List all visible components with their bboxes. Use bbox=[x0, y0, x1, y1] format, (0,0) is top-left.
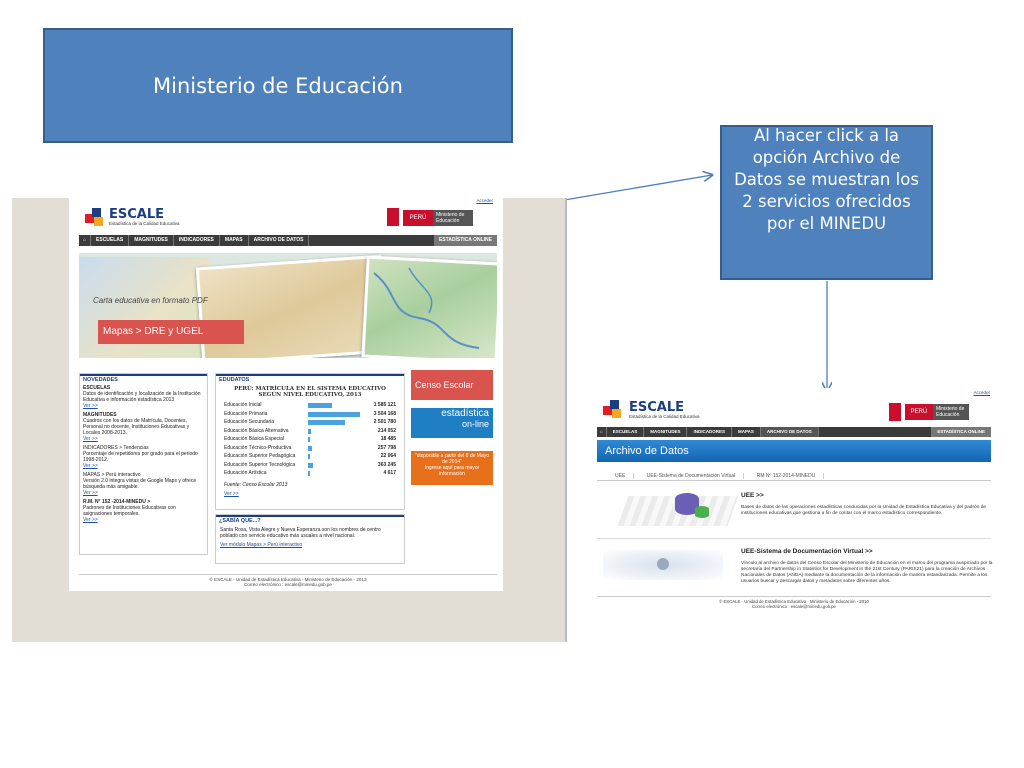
escale-brand-sub: Estadística de la Calidad Educativa bbox=[109, 221, 180, 226]
ministry-label: Ministerio de Educación bbox=[433, 210, 473, 226]
novedad-head: MAGNITUDES bbox=[83, 412, 117, 418]
home-nav-bar bbox=[79, 235, 497, 246]
edudatos-row-value: 22 064 bbox=[380, 453, 396, 459]
sabia-que-title: ¿SABÍA QUE...? bbox=[216, 515, 404, 525]
nav2-escuelas[interactable]: ESCUELAS bbox=[607, 427, 645, 437]
archivo-footer bbox=[597, 596, 991, 609]
uee-link[interactable]: UEE >> bbox=[741, 492, 764, 499]
promo-sub: Ingrese aquí para mayor información bbox=[424, 465, 480, 477]
novedades-panel bbox=[79, 373, 208, 555]
archivo-de-datos-page bbox=[593, 388, 998, 614]
edudatos-row-label: Educación Básica Alternativa bbox=[224, 427, 289, 434]
edudatos-row-label: Educación Inicial bbox=[224, 402, 262, 408]
edudatos-row bbox=[224, 428, 396, 437]
home-footer-email: Correo electrónico : escale@minedu.gob.pe bbox=[244, 582, 332, 587]
edudatos-row-label: Educación Superior Pedagógica bbox=[224, 453, 296, 459]
home-footer bbox=[79, 574, 497, 587]
edudatos-row-bar bbox=[308, 463, 313, 468]
novedad-head: INDICADORES > Tendencias bbox=[83, 445, 149, 451]
river-lines bbox=[369, 263, 489, 353]
nav2-archivo-de-datos[interactable]: ARCHIVO DE DATOS bbox=[761, 427, 819, 437]
title-callout-text: Ministerio de Educación bbox=[153, 73, 403, 98]
access-link-2[interactable]: Acceder bbox=[973, 390, 990, 395]
edudatos-row-bar bbox=[308, 454, 310, 459]
escale-brand: ESCALE bbox=[109, 207, 165, 222]
nav-estadistica-online[interactable]: ESTADÍSTICA ONLINE bbox=[434, 235, 497, 246]
novedades-title: NOVEDADES bbox=[80, 374, 207, 384]
edudatos-row-value: 4 617 bbox=[383, 470, 396, 476]
nav-escuelas[interactable]: ESCUELAS bbox=[91, 235, 129, 246]
edudatos-link[interactable]: Ver >> bbox=[224, 490, 239, 497]
censo-escolar-button[interactable]: Censo Escolar bbox=[411, 370, 493, 400]
promo-banner[interactable] bbox=[411, 451, 493, 485]
globe-icon bbox=[657, 558, 669, 570]
edudatos-row-bar bbox=[308, 446, 312, 451]
tab-uee-sdv[interactable]: UEE-Sistema de Documentación Virtual bbox=[639, 473, 745, 479]
novedad-text: Padrones de Instituciones Educativas con asignaciones temporales. bbox=[83, 505, 176, 517]
escale-brand-sub-2: Estadística de la Calidad Educativa bbox=[629, 414, 700, 419]
edudatos-row-label: Educación Primaria bbox=[224, 410, 268, 417]
edudatos-row-bar bbox=[308, 429, 311, 434]
edudatos-row-bar bbox=[308, 412, 360, 417]
edudatos-row-value: 18 485 bbox=[380, 436, 396, 442]
edudatos-title: EDUDATOS bbox=[216, 374, 404, 384]
mapas-dre-ugel-button[interactable]: Mapas > DRE y UGEL bbox=[98, 320, 244, 344]
edudatos-row bbox=[224, 453, 396, 462]
sabia-que-text: Santa Rosa, Vista Alegre y Nueva Esperanza son los nombres de centro poblado con servicio educativo más usuales a nivel nacional. bbox=[220, 527, 381, 539]
edudatos-row-value: 1 585 121 bbox=[373, 402, 396, 408]
access-link[interactable]: Acceder bbox=[476, 198, 493, 203]
nav-indicadores[interactable]: INDICADORES bbox=[174, 235, 220, 246]
edudatos-row-bar bbox=[308, 437, 310, 442]
nav2-indicadores[interactable]: INDICADORES bbox=[687, 427, 732, 437]
uee-description: Bases de datos de las operaciones estadísticas conducidas por la Unidad de Estadística Educativa y del padrón de instituciones educativas que gestiona a fin de contar con el marco estadístico correspondiente. bbox=[741, 505, 987, 516]
escale-home-page bbox=[69, 198, 503, 591]
nav-magnitudes[interactable]: MAGNITUDES bbox=[129, 235, 174, 246]
novedad-head: MAPAS > Perú interactivo bbox=[83, 472, 141, 478]
nav2-estadistica-online[interactable]: ESTADÍSTICA ONLINE bbox=[931, 427, 991, 437]
novedad-head: R.M. N° 152 -2014-MINEDU > bbox=[83, 499, 151, 505]
archivo-header: Archivo de Datos bbox=[597, 440, 991, 462]
novedad-link[interactable]: Ver >> bbox=[83, 403, 98, 409]
edudatos-heading: PERÚ: MATRÍCULA EN EL SISTEMA EDUCATIVO SEGÚN NIVEL EDUCATIVO, 2013 bbox=[234, 386, 386, 398]
edudatos-row-value: 2 501 780 bbox=[373, 419, 396, 425]
nav2-magnitudes[interactable]: MAGNITUDES bbox=[644, 427, 687, 437]
novedad-text: Porcentaje de repetidores por grado para el periodo 1998-2012. bbox=[83, 451, 198, 463]
sdv-description: Vínculo al archivo de datos del Censo Escolar del Ministerio de Educación en el marco del programa auspiciado por la secretaría del Partnership in Statistics for Development in the 21st Century (PARIS21) para la creación de Archivos Nacionales de Datos (ANDA) mediante la documentación de la información de manera estandarizada. Permite a los usuarios buscar y descargar datos y metadatos sobre diferentes años. bbox=[741, 561, 993, 584]
edudatos-row bbox=[224, 402, 396, 411]
novedad-text: Datos de identificación y localización de la Institución Educativa e información estadística 2013 bbox=[83, 391, 201, 403]
edudatos-row bbox=[224, 411, 396, 420]
edudatos-row-label: Educación Secundaria bbox=[224, 419, 275, 425]
archivo-footer-email: Correo electrónico : escale@minedu.gob.pe bbox=[752, 604, 836, 609]
edudatos-row-value: 257 798 bbox=[377, 444, 396, 451]
edudatos-row-label: Educación Básica Especial bbox=[224, 436, 285, 442]
archivo-tabs bbox=[607, 468, 824, 478]
home-footer-text: © ESCALE - Unidad de Estadística Educativa - Ministerio de Educación - 2013 bbox=[209, 577, 367, 582]
sdv-link[interactable]: UEE-Sistema de Documentación Virtual >> bbox=[741, 548, 873, 555]
edudatos-table bbox=[216, 400, 404, 481]
edudatos-row-value: 214 052 bbox=[377, 427, 396, 434]
archivo-footer-text: © ESCALE - Unidad de Estadística Educativa - Ministerio de Educación - 2010 bbox=[719, 599, 869, 604]
peru-shield-icon-2 bbox=[889, 403, 901, 421]
edudatos-row-label: Educación Técnico-Productiva bbox=[224, 444, 292, 451]
promo-text: "disponible a partir del 8 de Mayo de 2014" bbox=[414, 453, 490, 465]
sabia-que-link[interactable]: Ver módulo Mapas > Perú interactivo bbox=[220, 542, 303, 548]
edudatos-row-label: Educación Superior Tecnológica bbox=[224, 461, 296, 468]
novedad-text: Cuadros con los datos de Matrícula, Docentes, Personal no docente, Instituciones Educativas y Locales 2008-2013. bbox=[83, 418, 190, 436]
maps-banner[interactable] bbox=[79, 253, 497, 358]
tab-rm-152[interactable]: RM Nº 152-2014-MINEDU bbox=[749, 473, 825, 479]
escale-logo-icon-2 bbox=[603, 400, 623, 420]
tabs-divider bbox=[597, 480, 991, 481]
service-divider bbox=[597, 538, 991, 539]
archivo-nav-bar bbox=[597, 427, 991, 437]
home-icon[interactable]: ⌂ bbox=[79, 235, 91, 246]
home-icon-2[interactable]: ⌂ bbox=[597, 427, 607, 437]
edudatos-row bbox=[224, 419, 396, 428]
novedad-link[interactable]: Ver >> bbox=[83, 463, 98, 469]
estadistica-label: estadística bbox=[441, 408, 489, 419]
edudatos-row-label: Educación Artística bbox=[224, 470, 267, 476]
edudatos-row bbox=[224, 436, 396, 445]
edudatos-row-bar bbox=[308, 420, 345, 425]
escale-brand-2: ESCALE bbox=[629, 400, 685, 415]
nav-archivo-de-datos[interactable]: ARCHIVO DE DATOS bbox=[249, 235, 310, 246]
escale-logo-icon bbox=[85, 208, 105, 228]
frame-divider bbox=[565, 198, 567, 642]
edudatos-panel bbox=[215, 373, 405, 510]
edudatos-row-value: 3 504 168 bbox=[373, 410, 396, 417]
note-callout-text: Al hacer click a la opción Archivo de Datos se muestran los 2 servicios ofrecidos por el MINEDU bbox=[734, 126, 919, 233]
novedad-link[interactable]: Ver >> bbox=[83, 436, 98, 442]
edudatos-row bbox=[224, 470, 396, 479]
sabia-que-panel bbox=[215, 514, 405, 564]
novedad-text: Versión 2.0 integra vistas de Google Maps y ofrece búsqueda más amigable. bbox=[83, 478, 197, 490]
edudatos-row-bar bbox=[308, 403, 332, 408]
ministry-label-2: Ministerio de Educación bbox=[933, 404, 969, 420]
novedad-head: ESCUELAS bbox=[83, 385, 111, 391]
tab-uee[interactable]: UEE bbox=[607, 473, 634, 479]
peru-shield-icon bbox=[387, 208, 399, 226]
peru-label: PERÚ bbox=[403, 210, 433, 226]
edudatos-row-value: 363 245 bbox=[377, 461, 396, 468]
sdv-illustration bbox=[603, 550, 723, 580]
uee-illustration bbox=[623, 488, 733, 528]
nav2-mapas[interactable]: MAPAS bbox=[732, 427, 761, 437]
banner-caption: Carta educativa en formato PDF bbox=[93, 296, 208, 305]
edudatos-row bbox=[224, 445, 396, 454]
online-label: on-line bbox=[461, 419, 489, 429]
nav-mapas[interactable]: MAPAS bbox=[220, 235, 249, 246]
edudatos-source: Fuente: Censo Escolar 2013 bbox=[224, 481, 288, 488]
peru-label-2: PERÚ bbox=[905, 404, 933, 420]
edudatos-row-bar bbox=[308, 471, 310, 476]
novedad-link[interactable]: Ver >> bbox=[83, 517, 98, 523]
edudatos-row bbox=[224, 462, 396, 471]
novedad-link[interactable]: Ver >> bbox=[83, 490, 98, 496]
estadistica-online-button[interactable] bbox=[411, 408, 493, 438]
